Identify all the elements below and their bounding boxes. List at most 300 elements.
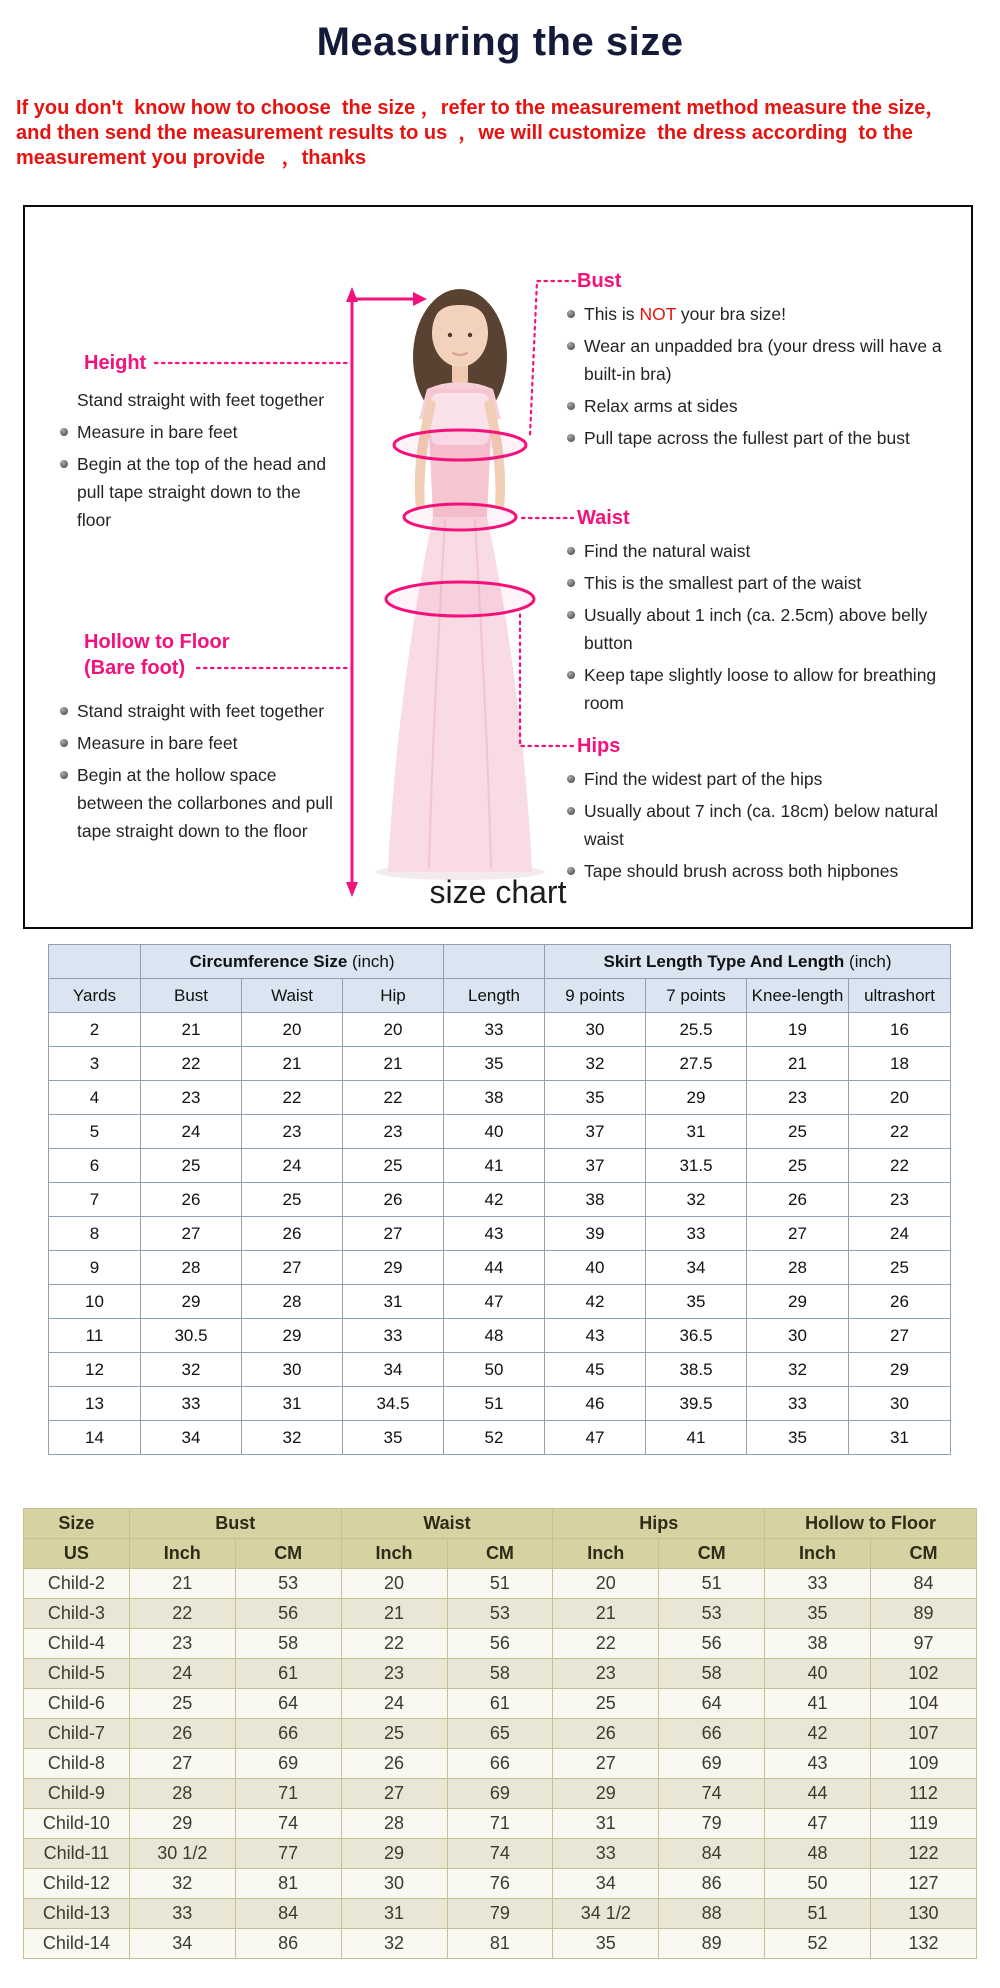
table-cell: 89 <box>659 1929 765 1959</box>
table-row <box>24 1659 977 1689</box>
table-row <box>49 1115 951 1149</box>
table-cell: 21 <box>129 1569 235 1599</box>
table-row <box>24 1599 977 1629</box>
table-cell: 10 <box>49 1285 141 1319</box>
column-header: Length <box>444 979 545 1013</box>
column-header: US <box>24 1539 130 1569</box>
table-cell: 34 <box>343 1353 444 1387</box>
table-cell: 43 <box>444 1217 545 1251</box>
table-cell: 39.5 <box>646 1387 747 1421</box>
list-item-text: Measure in bare feet <box>77 733 238 753</box>
group-unit: (inch) <box>347 951 395 971</box>
table-cell: 27 <box>747 1217 849 1251</box>
table-cell: 23 <box>849 1183 951 1217</box>
table-cell: 88 <box>659 1899 765 1929</box>
table-row <box>49 1217 951 1251</box>
table-row <box>49 1319 951 1353</box>
table-group-header-row <box>24 1509 977 1539</box>
table-cell: 4 <box>49 1081 141 1115</box>
table-row <box>24 1899 977 1929</box>
table-cell: 21 <box>242 1047 343 1081</box>
list-item <box>567 569 977 597</box>
table-cell: 25 <box>747 1149 849 1183</box>
table-cell: 102 <box>871 1659 977 1689</box>
us-size-table <box>23 1508 977 1959</box>
table-row <box>49 1013 951 1047</box>
table-cell: 30 <box>545 1013 646 1047</box>
table-cell: 35 <box>444 1047 545 1081</box>
intro-line: and then send the measurement results to us ，we will customize the dress according to the <box>16 122 913 144</box>
table-cell: 107 <box>871 1719 977 1749</box>
table-cell: 25 <box>747 1115 849 1149</box>
table-cell: 30 <box>242 1353 343 1387</box>
column-header: Hip <box>343 979 444 1013</box>
table-cell: 38 <box>444 1081 545 1115</box>
table-cell: 29 <box>646 1081 747 1115</box>
table-cell: 40 <box>545 1251 646 1285</box>
list-item <box>567 537 977 565</box>
table-cell: 23 <box>341 1659 447 1689</box>
table-cell: 119 <box>871 1809 977 1839</box>
column-header: CM <box>447 1539 553 1569</box>
table-cell: Child-6 <box>24 1689 130 1719</box>
table-cell: 97 <box>871 1629 977 1659</box>
table-row <box>24 1719 977 1749</box>
table-cell: 34 <box>129 1929 235 1959</box>
table-cell: 56 <box>659 1629 765 1659</box>
list-item-text: Usually about 1 inch (ca. 2.5cm) above belly button <box>584 605 928 653</box>
table-cell: 71 <box>235 1779 341 1809</box>
group-title: Circumference Size <box>189 951 348 971</box>
table-cell: 86 <box>235 1929 341 1959</box>
table-cell: 18 <box>849 1047 951 1081</box>
table-row <box>49 1183 951 1217</box>
group-header: Size <box>24 1509 130 1539</box>
table-row <box>24 1749 977 1779</box>
table-cell: 51 <box>444 1387 545 1421</box>
table-cell: 43 <box>545 1319 646 1353</box>
table-row <box>24 1689 977 1719</box>
table-cell: 84 <box>659 1839 765 1869</box>
intro-line: measurement you provide ，thanks <box>16 147 367 169</box>
table-cell: 21 <box>553 1599 659 1629</box>
table-cell: 21 <box>343 1047 444 1081</box>
table-cell: 13 <box>49 1387 141 1421</box>
table-column-header-row <box>24 1539 977 1569</box>
table-cell: 66 <box>447 1749 553 1779</box>
column-header: ultrashort <box>849 979 951 1013</box>
table-cell: 35 <box>646 1285 747 1319</box>
list-item <box>567 392 977 420</box>
table-cell: 29 <box>129 1809 235 1839</box>
list-item <box>60 450 336 534</box>
table-cell: Child-2 <box>24 1569 130 1599</box>
table-cell: Child-14 <box>24 1929 130 1959</box>
hollow-label-line2: (Bare foot) <box>84 657 186 679</box>
table-cell: 34 <box>646 1251 747 1285</box>
table-cell: 44 <box>444 1251 545 1285</box>
table-cell: 132 <box>871 1929 977 1959</box>
table-cell: 74 <box>447 1839 553 1869</box>
table-cell: Child-9 <box>24 1779 130 1809</box>
table-cell: 77 <box>235 1839 341 1869</box>
table-cell: 26 <box>343 1183 444 1217</box>
table-cell: 40 <box>765 1659 871 1689</box>
table-cell: 84 <box>871 1569 977 1599</box>
table-cell: 53 <box>447 1599 553 1629</box>
column-header: CM <box>235 1539 341 1569</box>
table-cell: 53 <box>659 1599 765 1629</box>
table-cell: 34.5 <box>343 1387 444 1421</box>
table-cell: 32 <box>129 1869 235 1899</box>
table-cell: 35 <box>765 1599 871 1629</box>
table-cell: 3 <box>49 1047 141 1081</box>
table-cell: 46 <box>545 1387 646 1421</box>
table-cell: 20 <box>343 1013 444 1047</box>
table-cell: 39 <box>545 1217 646 1251</box>
table-cell: 24 <box>242 1149 343 1183</box>
list-item-text: This is the smallest part of the waist <box>584 573 862 593</box>
height-instructions <box>60 386 336 538</box>
table-cell: 33 <box>129 1899 235 1929</box>
table-cell: 33 <box>747 1387 849 1421</box>
table-cell: 23 <box>242 1115 343 1149</box>
table-cell: 56 <box>447 1629 553 1659</box>
table-cell: 84 <box>235 1899 341 1929</box>
table-cell: 32 <box>646 1183 747 1217</box>
table-empty-cell <box>444 945 545 979</box>
table-cell: 25 <box>129 1689 235 1719</box>
table-cell: 66 <box>235 1719 341 1749</box>
table-cell: 37 <box>545 1149 646 1183</box>
table-cell: 30 <box>747 1319 849 1353</box>
table-cell: 29 <box>141 1285 242 1319</box>
table-cell: 40 <box>444 1115 545 1149</box>
table-cell: 41 <box>765 1689 871 1719</box>
table-cell: 81 <box>447 1929 553 1959</box>
list-item-text: Wear an unpadded bra (your dress will have a built-in bra) <box>584 336 942 384</box>
table-cell: 24 <box>341 1689 447 1719</box>
table-cell: 25 <box>849 1251 951 1285</box>
text-run-emphasis: NOT <box>639 304 677 324</box>
column-header: CM <box>871 1539 977 1569</box>
table-cell: 20 <box>849 1081 951 1115</box>
table-cell: 2 <box>49 1013 141 1047</box>
table-cell: 29 <box>849 1353 951 1387</box>
circumference-group-header <box>141 945 444 979</box>
table-cell: 25 <box>341 1719 447 1749</box>
column-header: CM <box>659 1539 765 1569</box>
table-cell: 48 <box>765 1839 871 1869</box>
table-cell: 130 <box>871 1899 977 1929</box>
bullet-icon <box>60 739 68 747</box>
table-cell: 22 <box>849 1115 951 1149</box>
list-item-text: Find the natural waist <box>584 541 751 561</box>
table-row <box>49 1387 951 1421</box>
table-cell: 24 <box>129 1659 235 1689</box>
table-cell: 43 <box>765 1749 871 1779</box>
table-cell: 21 <box>141 1013 242 1047</box>
column-header: Inch <box>129 1539 235 1569</box>
height-label: Height <box>84 352 147 374</box>
table-cell: 23 <box>343 1115 444 1149</box>
table-cell: 37 <box>545 1115 646 1149</box>
table-cell: 33 <box>444 1013 545 1047</box>
table-cell: 29 <box>242 1319 343 1353</box>
table-cell: 53 <box>235 1569 341 1599</box>
table-cell: Child-10 <box>24 1809 130 1839</box>
table-cell: 32 <box>747 1353 849 1387</box>
table-cell: 50 <box>444 1353 545 1387</box>
table-cell: 27 <box>553 1749 659 1779</box>
table-cell: 26 <box>849 1285 951 1319</box>
bust-instructions <box>567 300 977 456</box>
bullet-icon <box>567 342 575 350</box>
table-row <box>24 1779 977 1809</box>
table-cell: 20 <box>553 1569 659 1599</box>
table-cell: 30 <box>341 1869 447 1899</box>
table-cell: 29 <box>341 1839 447 1869</box>
table-cell: 26 <box>553 1719 659 1749</box>
list-item <box>567 661 977 717</box>
table-row <box>49 1081 951 1115</box>
table-cell: 127 <box>871 1869 977 1899</box>
table-cell: 34 1/2 <box>553 1899 659 1929</box>
text-run: your bra size! <box>676 304 786 324</box>
table-cell: 26 <box>242 1217 343 1251</box>
table-cell: 122 <box>871 1839 977 1869</box>
list-item-text: Relax arms at sides <box>584 396 738 416</box>
hips-label: Hips <box>577 735 621 757</box>
table-cell: 7 <box>49 1183 141 1217</box>
waist-label: Waist <box>577 507 630 529</box>
table-cell: 27 <box>129 1749 235 1779</box>
column-header: Knee-length <box>747 979 849 1013</box>
table-cell: 42 <box>545 1285 646 1319</box>
table-cell: 27 <box>141 1217 242 1251</box>
table-cell: 9 <box>49 1251 141 1285</box>
table-cell: 35 <box>545 1081 646 1115</box>
group-header: Hips <box>553 1509 765 1539</box>
table-cell: 23 <box>747 1081 849 1115</box>
table-cell: 58 <box>235 1629 341 1659</box>
table-cell: 61 <box>235 1659 341 1689</box>
table-cell: 31 <box>341 1899 447 1929</box>
table-cell: 26 <box>341 1749 447 1779</box>
table-row <box>24 1569 977 1599</box>
table-cell: 25 <box>242 1183 343 1217</box>
table-cell: 28 <box>129 1779 235 1809</box>
table-cell: 22 <box>343 1081 444 1115</box>
table-cell: 33 <box>141 1387 242 1421</box>
table-cell: 14 <box>49 1421 141 1455</box>
column-header: 9 points <box>545 979 646 1013</box>
list-item <box>60 729 340 757</box>
table-cell: 19 <box>747 1013 849 1047</box>
list-item <box>567 797 977 853</box>
bullet-icon <box>60 428 68 436</box>
table-cell: 44 <box>765 1779 871 1809</box>
column-header: Inch <box>765 1539 871 1569</box>
table-cell: 35 <box>343 1421 444 1455</box>
table-cell: 79 <box>447 1899 553 1929</box>
table-cell: 76 <box>447 1869 553 1899</box>
table-row <box>24 1869 977 1899</box>
table-cell: 26 <box>141 1183 242 1217</box>
table-cell: 47 <box>545 1421 646 1455</box>
table-cell: 79 <box>659 1809 765 1839</box>
table-cell: 31 <box>646 1115 747 1149</box>
list-item-text: Measure in bare feet <box>77 422 238 442</box>
table-cell: 31 <box>343 1285 444 1319</box>
table-cell: 109 <box>871 1749 977 1779</box>
table-cell: 25 <box>553 1689 659 1719</box>
table-cell: 31.5 <box>646 1149 747 1183</box>
table-cell: 52 <box>444 1421 545 1455</box>
table-cell: 27 <box>849 1319 951 1353</box>
list-item <box>567 332 977 388</box>
table-cell: 34 <box>141 1421 242 1455</box>
hips-instructions <box>567 765 977 889</box>
skirt-length-group-header <box>545 945 951 979</box>
table-row <box>49 1421 951 1455</box>
table-cell: 5 <box>49 1115 141 1149</box>
table-cell: 69 <box>235 1749 341 1779</box>
bullet-icon <box>567 671 575 679</box>
group-header: Bust <box>129 1509 341 1539</box>
list-item-text <box>584 300 786 328</box>
bullet-icon <box>60 771 68 779</box>
column-header: Yards <box>49 979 141 1013</box>
bullet-icon <box>567 611 575 619</box>
table-cell: 61 <box>447 1689 553 1719</box>
column-header: Bust <box>141 979 242 1013</box>
table-cell: Child-4 <box>24 1629 130 1659</box>
table-column-header-row <box>49 979 951 1013</box>
table-cell: 33 <box>765 1569 871 1599</box>
table-cell: 32 <box>341 1929 447 1959</box>
table-cell: 23 <box>141 1081 242 1115</box>
table-cell: 21 <box>747 1047 849 1081</box>
table-cell: 24 <box>141 1115 242 1149</box>
bullet-icon <box>567 547 575 555</box>
table-cell: 42 <box>444 1183 545 1217</box>
table-cell: 29 <box>553 1779 659 1809</box>
table-cell: 8 <box>49 1217 141 1251</box>
table-row <box>49 1353 951 1387</box>
table-cell: 26 <box>129 1719 235 1749</box>
table-cell: 33 <box>343 1319 444 1353</box>
group-header: Hollow to Floor <box>765 1509 977 1539</box>
table-cell: 112 <box>871 1779 977 1809</box>
table-cell: 28 <box>747 1251 849 1285</box>
table-cell: 28 <box>141 1251 242 1285</box>
table-cell: 33 <box>646 1217 747 1251</box>
table-cell: 29 <box>747 1285 849 1319</box>
table-cell: Child-3 <box>24 1599 130 1629</box>
table-cell: 45 <box>545 1353 646 1387</box>
table-cell: 30 <box>849 1387 951 1421</box>
table-cell: 11 <box>49 1319 141 1353</box>
table-cell: 22 <box>341 1629 447 1659</box>
list-item-text: Stand straight with feet together <box>77 701 325 721</box>
bullet-icon <box>567 434 575 442</box>
table-cell: 25 <box>343 1149 444 1183</box>
list-item <box>567 424 977 452</box>
table-cell: 64 <box>659 1689 765 1719</box>
table-cell: 20 <box>242 1013 343 1047</box>
table-cell: 38 <box>545 1183 646 1217</box>
table-cell: 23 <box>129 1629 235 1659</box>
column-header: 7 points <box>646 979 747 1013</box>
table-row <box>24 1929 977 1959</box>
table-cell: 51 <box>659 1569 765 1599</box>
list-item-text: Tape should brush across both hipbones <box>584 861 899 881</box>
list-item-text: Usually about 7 inch (ca. 18cm) below natural waist <box>584 801 939 849</box>
table-cell: 35 <box>747 1421 849 1455</box>
table-cell: 51 <box>447 1569 553 1599</box>
hollow-to-floor-label <box>84 629 230 681</box>
table-cell: 31 <box>553 1809 659 1839</box>
table-cell: 28 <box>242 1285 343 1319</box>
waist-instructions <box>567 537 977 721</box>
table-cell: 27.5 <box>646 1047 747 1081</box>
size-chart-heading: size chart <box>429 874 567 910</box>
table-cell: 47 <box>765 1809 871 1839</box>
table-cell: 51 <box>765 1899 871 1929</box>
table-cell: Child-13 <box>24 1899 130 1929</box>
table-cell: 64 <box>235 1689 341 1719</box>
table-cell: 41 <box>444 1149 545 1183</box>
column-header: Waist <box>242 979 343 1013</box>
table-cell: 58 <box>447 1659 553 1689</box>
table-cell: 47 <box>444 1285 545 1319</box>
table-cell: Child-5 <box>24 1659 130 1689</box>
table-cell: 27 <box>242 1251 343 1285</box>
group-title: Skirt Length Type And Length <box>603 951 845 971</box>
table-cell: 32 <box>242 1421 343 1455</box>
table-cell: 31 <box>242 1387 343 1421</box>
table-cell: 22 <box>849 1149 951 1183</box>
text-run: This is <box>584 304 640 324</box>
table-row <box>24 1629 977 1659</box>
table-cell: 86 <box>659 1869 765 1899</box>
table-cell: Child-12 <box>24 1869 130 1899</box>
table-cell: 81 <box>235 1869 341 1899</box>
page-title: Measuring the size <box>316 20 684 64</box>
table-cell: 29 <box>343 1251 444 1285</box>
table-cell: 31 <box>849 1421 951 1455</box>
table-cell: 52 <box>765 1929 871 1959</box>
table-cell: 26 <box>747 1183 849 1217</box>
list-item <box>60 386 336 414</box>
group-unit: (inch) <box>844 951 892 971</box>
table-cell: 48 <box>444 1319 545 1353</box>
list-item-text: Begin at the hollow space between the collarbones and pull tape straight down to the floor <box>77 765 333 841</box>
intro-note <box>16 96 984 171</box>
table-cell: 74 <box>659 1779 765 1809</box>
table-cell: 16 <box>849 1013 951 1047</box>
table-cell: 22 <box>141 1047 242 1081</box>
table-cell: 6 <box>49 1149 141 1183</box>
list-item <box>60 418 336 446</box>
table-cell: 25.5 <box>646 1013 747 1047</box>
bullet-icon <box>60 707 68 715</box>
table-cell: Child-8 <box>24 1749 130 1779</box>
table-cell: 30 1/2 <box>129 1839 235 1869</box>
bullet-icon <box>567 807 575 815</box>
table-cell: 56 <box>235 1599 341 1629</box>
